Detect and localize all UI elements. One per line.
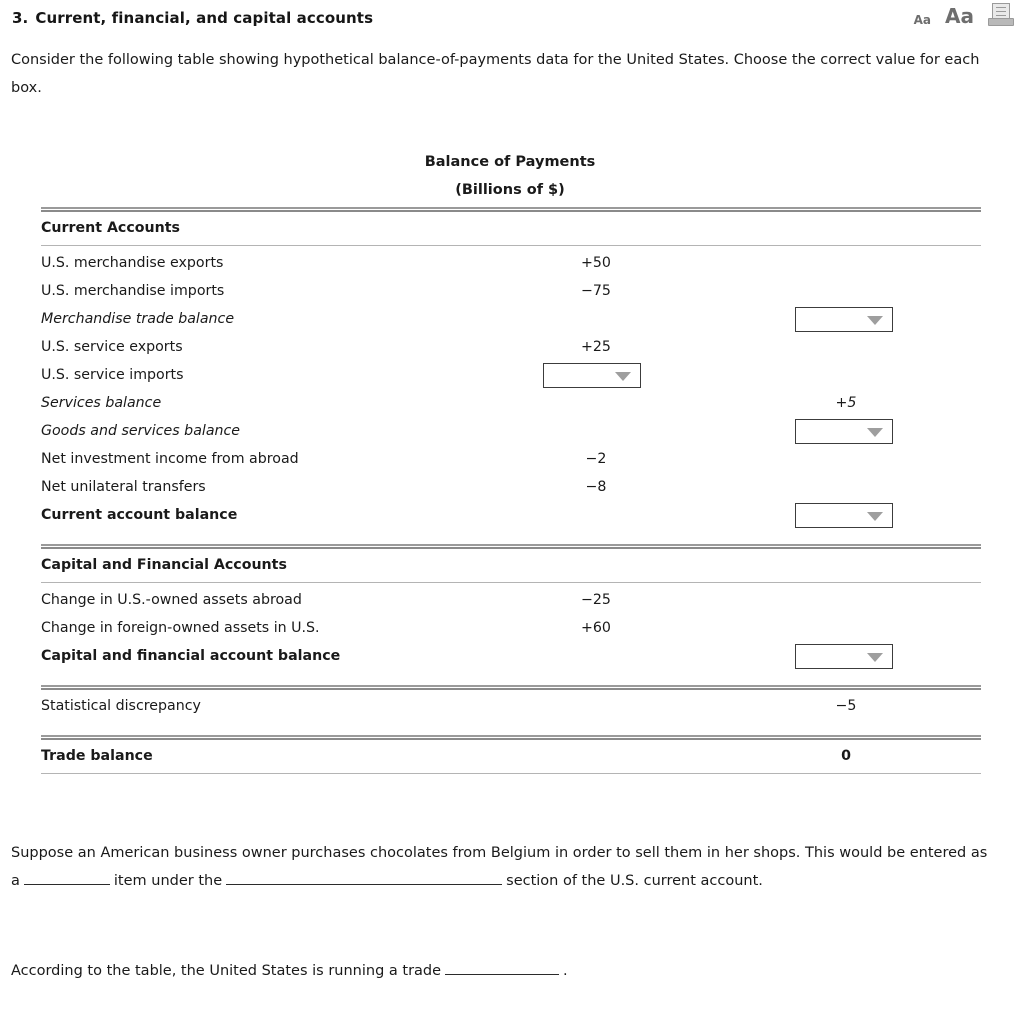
row-value-col1: −2	[585, 451, 607, 467]
q1-text-c: section of the U.S. current account.	[506, 873, 763, 889]
table-title-line2: (Billions of $)	[455, 182, 565, 198]
section-rule-top	[41, 732, 981, 742]
table-row	[41, 473, 981, 501]
chevron-down-icon	[867, 512, 883, 521]
row-label: Trade balance	[41, 748, 153, 764]
text-size-small-button[interactable]: Aa	[913, 13, 932, 27]
section-heading-current-accounts: Current Accounts	[41, 220, 180, 236]
table-row	[41, 249, 981, 277]
fill-in-question-2	[0, 957, 1010, 985]
row-value-col1: −75	[581, 283, 611, 299]
section-heading-underline	[41, 242, 981, 249]
table-title	[40, 148, 980, 204]
fill-in-question-1	[0, 839, 1010, 895]
row-label: U.S. service imports	[41, 367, 184, 383]
dropdown-goods-and-services-balance[interactable]	[795, 419, 893, 444]
table-row	[41, 614, 981, 642]
row-label: Change in U.S.-owned assets abroad	[41, 592, 302, 608]
row-label: U.S. merchandise imports	[41, 283, 225, 299]
row-label: U.S. service exports	[41, 339, 183, 355]
q1-blank-1[interactable]	[24, 870, 110, 885]
table-row	[41, 214, 981, 242]
print-icon[interactable]	[988, 2, 1014, 28]
row-value-col2: −5	[835, 698, 857, 714]
q1-text-b: item under the	[113, 873, 223, 889]
row-label: Merchandise trade balance	[41, 311, 235, 327]
table-row	[41, 305, 981, 333]
section-heading-capital-financial-accounts: Capital and Financial Accounts	[41, 557, 287, 573]
table-rule-bottom	[41, 770, 981, 777]
intro-paragraph: Consider the following table showing hypothetical balance-of-payments data for the United States. Choose the correct value for each box.	[11, 52, 980, 96]
row-label: Net unilateral transfers	[41, 479, 206, 495]
chevron-down-icon	[615, 372, 631, 381]
chevron-down-icon	[867, 428, 883, 437]
table-row	[41, 333, 981, 361]
question-number: 3.	[12, 9, 29, 27]
row-label: Goods and services balance	[41, 423, 241, 439]
row-value-col2: +5	[835, 395, 857, 411]
row-value-col1: +60	[581, 620, 611, 636]
question-header	[0, 0, 1024, 34]
row-value-col1: −25	[581, 592, 611, 608]
row-label: Change in foreign-owned assets in U.S.	[41, 620, 320, 636]
balance-of-payments-table-wrap	[0, 148, 1024, 777]
table-row	[41, 277, 981, 305]
section-heading-underline	[41, 579, 981, 586]
table-row	[41, 417, 981, 445]
table-title-line1: Balance of Payments	[424, 154, 596, 170]
q2-text-b: .	[563, 963, 568, 979]
dropdown-current-account-balance[interactable]	[795, 503, 893, 528]
text-size-large-button[interactable]: Aa	[945, 4, 974, 28]
section-rule-top	[41, 204, 981, 214]
table-row	[41, 501, 981, 529]
row-label: Statistical discrepancy	[41, 698, 201, 714]
table-row	[41, 692, 981, 720]
q1-blank-2[interactable]	[226, 870, 502, 885]
section-rule-top	[41, 682, 981, 692]
q2-text-a: According to the table, the United States is running a trade	[11, 963, 442, 979]
table-row	[41, 389, 981, 417]
table-row	[41, 551, 981, 579]
print-icon-base	[988, 18, 1014, 26]
chevron-down-icon	[867, 316, 883, 325]
dropdown-merchandise-trade-balance[interactable]	[795, 307, 893, 332]
row-value-col1: +25	[581, 339, 611, 355]
section-rule-top	[41, 541, 981, 551]
dropdown-us-service-imports[interactable]	[543, 363, 641, 388]
q2-blank-1[interactable]	[445, 960, 559, 975]
question-title-text: Current, financial, and capital accounts	[35, 9, 374, 27]
toolbar	[914, 2, 1014, 28]
balance-of-payments-table	[41, 204, 981, 777]
row-label: Current account balance	[41, 507, 238, 523]
row-value-col2: 0	[841, 748, 851, 764]
table-row	[41, 642, 981, 670]
table-row	[41, 445, 981, 473]
dropdown-capital-and-financial-account-balance[interactable]	[795, 644, 893, 669]
row-label: Capital and financial account balance	[41, 648, 341, 664]
table-row	[41, 361, 981, 389]
row-value-col1: −8	[585, 479, 607, 495]
row-label: U.S. merchandise exports	[41, 255, 224, 271]
row-label: Net investment income from abroad	[41, 451, 299, 467]
row-label: Services balance	[41, 395, 162, 411]
q1-text-a: Suppose an American business owner purchases chocolates from Belgium in order to sell them in her shops. This would be entered as a	[11, 845, 988, 889]
table-row	[41, 742, 981, 770]
table-body	[41, 204, 981, 777]
page-title	[12, 9, 373, 27]
row-value-col1: +50	[581, 255, 611, 271]
chevron-down-icon	[867, 653, 883, 662]
table-row	[41, 586, 981, 614]
